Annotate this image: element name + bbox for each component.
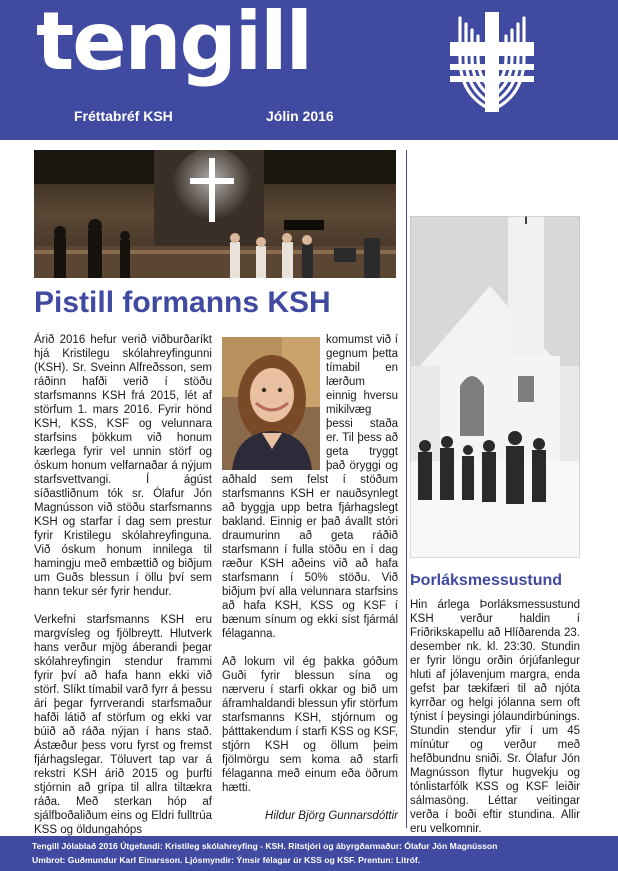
article-headline: Pistill formanns KSH <box>34 286 331 319</box>
colophon-footer <box>0 836 618 871</box>
ksh-cross-logo <box>446 10 538 122</box>
article-column-1 <box>34 333 212 851</box>
article-paragraph: Að lokum vil ég þakka góðum Guði fyrir blessun sína og nærveru í starfi okkar og bið um áframhaldandi blessun yfir störfum starfsmanns KSH, stjórnum og þátttakendum í starfi KSS og KSF, stjórn KSH og öllum þeim fjölmörgu sem koma að starfi félaganna með einum eða öðrum hætti. <box>222 656 398 794</box>
article-paragraph: Árið 2016 hefur verið viðburðaríkt hjá Kristilegu skólahreyfingunni (KSH). Sr. Sveinn Alfreðsson, sem ráðinn hafði verið í stöðu starfsmanns KSH frá 2015, lét af störfum 1. mars 2016. Fyrir hönd KSH, KSS, KSF og velunnara starfsins þökkum við honum kærlega fyrir vel unnin störf og óskum honum velfarnaðar á nýjum starfsvettvangi. Í ágúst síðastliðnum tók sr. Ólafur Jón Magnússon við stöðu starfsmanns KSH og starfar í dag sem prestur fyrir Kristilegu skólahreyfinguna. Við óskum honum innilega til hamingju með embættið og biðjum um Guðs blessun í öllu því sem hann tekur sér fyrir hendur. <box>34 334 212 598</box>
newsletter-subtitle: Fréttabréf KSH <box>74 108 173 124</box>
newsletter-brand: tengill <box>36 0 311 88</box>
colophon-line: Umbrot: Guðmundur Karl Einarsson. Ljósmyndir: Ýmsir félagar úr KSS og KSF. Prentun: Litróf. <box>32 855 421 865</box>
sidebar-body <box>410 598 580 850</box>
chapel-winter-photo <box>410 216 580 558</box>
author-signature: Hildur Björg Gunnarsdóttir <box>265 810 398 822</box>
sidebar-title: Þorláksmessustund <box>410 572 563 589</box>
author-portrait <box>222 337 320 470</box>
worship-stage-photo <box>34 150 396 278</box>
article-paragraph: komumst við í gegnum þetta tímabil en lærðum einnig hversu mikilvæg þessi staða er. Til þess að geta tryggt það öryggi og aðhald sem felst í stöðum starfsmanns KSH er nauðsynlegt að byggja upp betra fjárhagslegt bakland. Einnig er það ávallt stóri draumurinn að geta ráðið starfsmann í fulla stöðu en í dag ræður KSH aðeins við að hafa starfsmann í 50% stöðu. Við biðjum því alla velunnara starfsins að hafa KSH, KSS og KSF í bænum sínum og ekki síst fjármál félaganna. <box>222 334 398 640</box>
article-paragraph: Verkefni starfsmanns KSH eru margvísleg og fjölbreytt. Hlutverk hans verður mjög áberandi þegar skólahreyfingin stendur frammi fyrir því að hafa hann ekki við störf. Slíkt tímabil varð fyrr á þessu ári þegar fyrrverandi starfsmaður hafði látið af störfum og ekki var búið að ráða nýjan í hans stað. Ástæður þess voru fyrst og fremst fjárhagslegar. Töluvert tap var á rekstri KSH árið 2015 og þurfti stjórnin að grípa til allra tiltækra ráða. Með sterkan hóp af sjálfboðaliðum eins og Eldri fulltrúa KSS og öldungahóps <box>34 614 212 836</box>
issue-label: Jólin 2016 <box>266 108 334 124</box>
article-column-2 <box>222 333 398 823</box>
masthead <box>0 0 618 140</box>
sidebar-paragraph: Hin árlega Þorláksmessustund KSH verður haldin í Friðrikskapellu að Hlíðarenda 23. desember nk. kl. 23:30. Stundin er fyrir löngu orðin órjúfanlegur hluti af jólavenjum margra, enda gefst þar tækifæri til að njóta kyrrðar og helgi jólanna sem oft týnist í þeysingi jólaundirbúnings. Stundin stendur yfir í um 45 mínútur og verður með hefðbundnu sniði. Sr. Ólafur Jón Magnússon flytur hugvekju og tónlistarfólk KSS og KSF leiðir sálmasöng. Léttar veitingar verða í boði eftir stundina. Allir eru velkomnir. <box>410 599 580 835</box>
colophon-line: Tengill Jólablað 2016 Útgefandi: Kristileg skólahreyfing - KSH. Ritstjóri og ábyrgðarmaður: Ólafur Jón Magnússon <box>32 841 498 851</box>
column-divider <box>406 150 407 828</box>
